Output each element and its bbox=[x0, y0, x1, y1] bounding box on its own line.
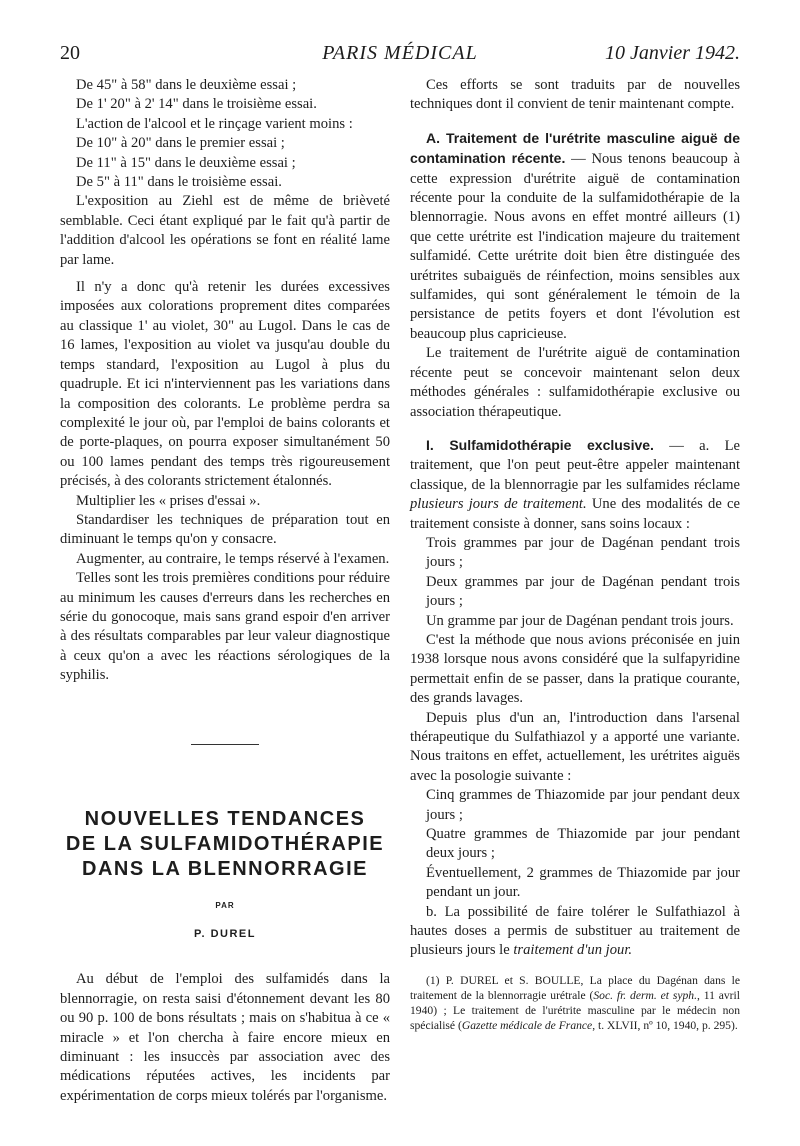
paragraph-b-text: b. La possibilité de faire tolérer le Sulfathiazol à hautes doses a permis de substituer au traitement de plusieurs jours le bbox=[410, 903, 740, 959]
footnote-text: (1) P. DUREL et S. BOULLE, La place du Dagénan dans le traitement de la blennorragie urétrale ( bbox=[410, 973, 740, 1002]
footnote-emphasis: Gazette médicale de France bbox=[461, 1018, 593, 1032]
paragraph: Depuis plus d'un an, l'introduction dans l'arsenal thérapeutique du Sulfathiazol y a apporté une variante. Nous traitons en effet, actuellement, les urétrites aiguës avec la posologie suivante : bbox=[410, 709, 740, 784]
right-column bbox=[410, 76, 740, 1033]
dosage-line: Quatre grammes de Thiazomide par jour pendant deux jours ; bbox=[426, 826, 740, 862]
section-a-heading: A. Traitement de l'urétrite masculine aiguë de contamination récente. bbox=[410, 129, 740, 167]
issue-date: 10 Janvier 1942. bbox=[605, 42, 740, 64]
footnote bbox=[410, 973, 740, 1033]
section-a-paragraph bbox=[410, 129, 740, 344]
dosage-line: Cinq grammes de Thiazomide par jour pendant deux jours ; bbox=[426, 787, 740, 823]
timing-line: L'action de l'alcool et le rinçage varient moins : bbox=[76, 115, 353, 132]
paragraph-b-emphasis: traitement d'un jour. bbox=[513, 942, 633, 959]
paragraph: Ces efforts se sont traduits par de nouvelles techniques dont il convient de tenir maintenant compte. bbox=[410, 77, 740, 113]
paragraph: L'exposition au Ziehl est de même de brièveté semblable. Ceci étant expliqué par le fait qu'à partir de l'addition d'alcool les opérations se font en réalité lame par lame. bbox=[60, 193, 390, 268]
section-i-text: — a. Le traitement, que l'on peut peut-être appeler maintenant classique, de la blennorragie par les sulfamides réclame bbox=[410, 437, 740, 493]
article-title bbox=[60, 807, 390, 882]
article-title-line: NOUVELLES TENDANCES bbox=[84, 807, 366, 830]
section-i-heading: I. Sulfamidothérapie exclusive. bbox=[426, 436, 654, 453]
footnote-text: , t. XLVII, nº 10, 1940, p. 295). bbox=[592, 1018, 738, 1032]
dosage-line: Trois grammes par jour de Dagénan pendant trois jours ; bbox=[426, 534, 740, 571]
section-a-text: — Nous tenons beaucoup à cette expression d'urétrite aiguë de contamination récente pour la conduite de la sulfamidothérapie de la blennorragie. Nous avons en effet montré ailleurs (1) que cette urétrite est l'indication majeure du traitement sulfamidé. Cette urétrite doit bien être distinguée des urétrites subaiguës de réinfection, moins sensibles aux sulfamides, qui sont généralement le témoin de la persistance de petits foyers et dont l'évolution est beaucoup plus capricieuse. bbox=[410, 151, 740, 342]
timing-line: De 45" à 58" dans le deuxième essai ; bbox=[76, 77, 297, 93]
paragraph: Telles sont les trois premières conditions pour réduire au minimum les causes d'erreurs dans les recherches en série du gonocoque, mais sans grand espoir d'en arriver à des résultats comparables par leur valeur diagnostique à ceux qu'on a avec les réactions sérologiques de la syphilis. bbox=[60, 570, 390, 684]
left-column bbox=[60, 76, 390, 1106]
section-divider bbox=[191, 744, 259, 745]
paragraph: Il n'y a donc qu'à retenir les durées excessives imposées aux colorations proprement dites comparées au classique 1' au violet, 30" au Lugol. Dans le cas de 16 lames, l'exposition au violet va jusqu'au double du temps standard, l'exposition au Lugol à plus du quadruple. Et ici n'interviennent pas les variations dans la composition des colorants. Le problème perdra sa complexité le jour où, par l'emploi de bains colorants et de porte-plaques, on pourra exposer simultanément 50 ou 100 lames pendant des temps très rigoureusement précisés, à des colorants strictement étalonnés. bbox=[60, 279, 390, 490]
article-title-line: DANS LA BLENNORRAGIE bbox=[82, 857, 368, 880]
footnote-text: , 11 avril 1940) ; Le traitement de l'urétrite masculine par le médecin non spécialisé ( bbox=[410, 988, 740, 1032]
dosage-line: Deux grammes par jour de Dagénan pendant trois jours ; bbox=[426, 573, 740, 610]
journal-title: PARIS MÉDICAL bbox=[322, 42, 478, 64]
section-i-text-end: Une des modalités de ce traitement consiste à donner, sans soins locaux : bbox=[410, 496, 740, 532]
timing-line: De 11" à 15" dans le deuxième essai ; bbox=[76, 154, 296, 171]
timing-line: De 1' 20" à 2' 14" dans le troisième essai. bbox=[76, 96, 317, 113]
paragraph-b bbox=[410, 903, 740, 961]
byline-par: PAR bbox=[215, 900, 235, 910]
author-name: P. DUREL bbox=[194, 928, 256, 940]
paragraph: Augmenter, au contraire, le temps réservé à l'examen. bbox=[76, 550, 390, 567]
article-title-line: DE LA SULFAMIDOTHÉRAPIE bbox=[65, 832, 385, 855]
paragraph: Multiplier les « prises d'essai ». bbox=[76, 492, 261, 509]
timing-line: De 5" à 11" dans le troisième essai. bbox=[76, 174, 282, 191]
timing-line: De 10" à 20" dans le premier essai ; bbox=[76, 135, 285, 152]
dosage-line: Éventuellement, 2 grammes de Thiazomide par jour pendant un jour. bbox=[426, 864, 740, 901]
section-i-paragraph bbox=[410, 436, 740, 534]
paragraph: C'est la méthode que nous avions préconisée en juin 1938 lorsque nous avons considéré que la sulfapyridine permettait enfin de se passer, dans la pratique courante, des grands lavages. bbox=[410, 631, 740, 707]
paragraph: Standardiser les techniques de préparation tout en diminuant le temps qu'on y consacre. bbox=[60, 511, 390, 548]
dosage-line: Un gramme par jour de Dagénan pendant trois jours. bbox=[426, 612, 734, 629]
intro-paragraph: Au début de l'emploi des sulfamidés dans la blennorragie, on resta saisi d'étonnement devant les 80 ou 90 p. 100 de bons résultats ; mais on s'habitua à ce « miracle » et l'on chercha à faire encore mieux en diminuant : les insuccès par association avec des médications réputées actives, les incidents par expérimentation de corps mieux tolérés par l'organisme. bbox=[60, 971, 390, 1104]
footnote-emphasis: Soc. fr. derm. et syph. bbox=[593, 988, 697, 1002]
page-header bbox=[60, 42, 740, 72]
paragraph: Le traitement de l'urétrite aiguë de contamination récente peut se concevoir maintenant selon deux méthodes générales : sulfamidothérapie exclusive ou association thérapeutique. bbox=[410, 345, 740, 420]
page-number: 20 bbox=[60, 42, 80, 64]
section-i-emphasis: plusieurs jours de traitement. bbox=[410, 496, 587, 513]
